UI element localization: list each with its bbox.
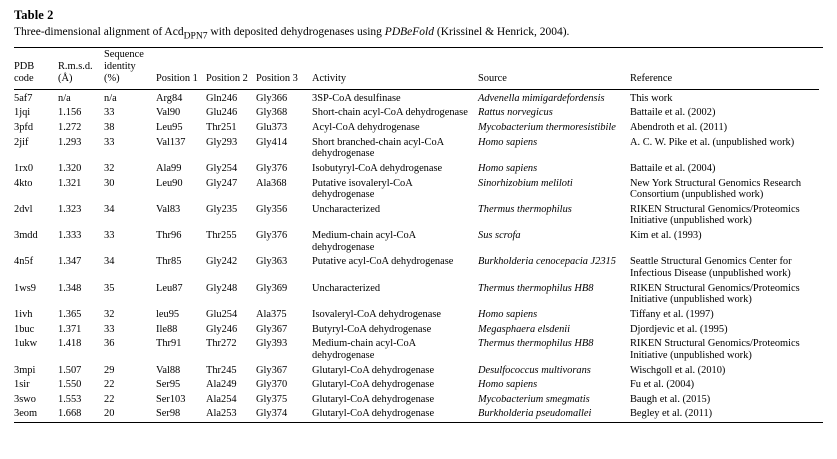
cell-sequence-identity: 35 — [104, 282, 115, 294]
cell-rmsd: 1.156 — [58, 107, 82, 119]
cell-position-1: Ile88 — [156, 323, 178, 335]
cell-sequence-identity: 22 — [104, 393, 115, 405]
cell-sequence-identity: 36 — [104, 338, 115, 350]
cell-position-1: Leu90 — [156, 177, 183, 189]
cell-position-2: Gly242 — [206, 256, 238, 268]
cell-pdb-code: 3mdd — [14, 230, 38, 242]
cell-position-3: Gly393 — [256, 338, 288, 350]
table-body — [14, 91, 823, 421]
cell-source: Megasphaera elsdenii — [478, 323, 571, 335]
cell-position-2: Thr251 — [206, 121, 237, 133]
cell-reference: A. C. W. Pike et al. (unpublished work) — [630, 136, 795, 148]
cell-source: Burkholderia pseudomallei — [478, 408, 592, 420]
cell-source: Homo sapiens — [478, 379, 538, 391]
col-header-position-3: Position 3 — [256, 72, 298, 84]
cell-activity: Short-chain acyl-CoA dehydrogenase — [312, 107, 468, 119]
cell-pdb-code: 1ukw — [14, 338, 38, 350]
cell-position-1: Ser95 — [156, 379, 181, 391]
table-header-rule — [14, 89, 819, 90]
col-header-pdb-code: PDB code — [14, 60, 35, 84]
col-header-sequence-identity: Sequence identity (%) — [104, 49, 144, 84]
table-row — [14, 202, 823, 228]
cell-activity: Medium-chain acyl-CoA dehydrogenase — [312, 230, 416, 253]
cell-position-1: Thr85 — [156, 256, 182, 268]
cell-sequence-identity: 32 — [104, 308, 115, 320]
cell-position-3: Gly356 — [256, 203, 288, 215]
cell-position-1: Ser98 — [156, 408, 181, 420]
cell-position-2: Gly247 — [206, 177, 238, 189]
col-header-reference: Reference — [630, 72, 673, 84]
cell-pdb-code: 2dvl — [14, 203, 33, 215]
cell-sequence-identity: 22 — [104, 379, 115, 391]
cell-position-2: Ala253 — [206, 408, 237, 420]
cell-position-1: Ser103 — [156, 393, 186, 405]
table-row — [14, 392, 823, 407]
cell-position-3: Glu373 — [256, 121, 288, 133]
cell-reference: Tiffany et al. (1997) — [630, 308, 714, 320]
table-number-label: Table 2 — [14, 8, 54, 22]
cell-rmsd: 1.371 — [58, 323, 82, 335]
cell-reference: Begley et al. (2011) — [630, 408, 713, 420]
cell-position-2: Gly248 — [206, 282, 238, 294]
cell-activity: Glutaryl-CoA dehydrogenase — [312, 408, 435, 420]
cell-position-2: Gly254 — [206, 162, 238, 174]
col-header-source: Source — [478, 72, 507, 84]
cell-pdb-code: 1jqi — [14, 107, 31, 119]
cell-pdb-code: 1ivh — [14, 308, 33, 320]
cell-activity: Putative isovaleryl-CoA dehydrogenase — [312, 177, 413, 201]
cell-activity: Glutaryl-CoA dehydrogenase — [312, 379, 435, 391]
table-caption — [14, 25, 823, 42]
caption-pre: Three-dimensional alignment of Acd — [14, 26, 184, 38]
cell-pdb-code: 1sir — [14, 379, 30, 391]
cell-position-3: Ala368 — [256, 177, 287, 189]
cell-position-1: Val88 — [156, 364, 181, 376]
cell-position-2: Gly293 — [206, 136, 238, 148]
cell-rmsd: 1.418 — [58, 338, 82, 350]
cell-rmsd: 1.323 — [58, 203, 82, 215]
cell-reference: Kim et al. (1993) — [630, 230, 702, 242]
cell-source: Homo sapiens — [478, 136, 538, 148]
cell-position-1: Thr96 — [156, 230, 182, 242]
cell-activity: Putative acyl-CoA dehydrogenase — [312, 256, 454, 268]
cell-activity: Uncharacterized — [312, 282, 381, 294]
cell-activity: Isovaleryl-CoA dehydrogenase — [312, 308, 441, 320]
cell-reference: Baugh et al. (2015) — [630, 393, 711, 405]
cell-position-3: Gly370 — [256, 379, 288, 391]
cell-pdb-code: 4kto — [14, 177, 33, 189]
caption-post: (Krissinel & Henrick, 2004). — [433, 26, 570, 38]
alignment-table — [14, 48, 823, 421]
caption-mid: with deposited dehydrogenases using — [207, 26, 385, 38]
cell-position-2: Ala254 — [206, 393, 237, 405]
col-header-position-1: Position 1 — [156, 72, 198, 84]
cell-source: Homo sapiens — [478, 308, 538, 320]
cell-rmsd: 1.321 — [58, 177, 82, 189]
cell-position-1: Leu95 — [156, 121, 183, 133]
cell-rmsd: 1.553 — [58, 393, 82, 405]
cell-position-3: Gly368 — [256, 107, 288, 119]
table-row — [14, 161, 823, 176]
cell-sequence-identity: 33 — [104, 107, 115, 119]
cell-rmsd: 1.348 — [58, 282, 82, 294]
cell-position-3: Gly363 — [256, 256, 288, 268]
cell-position-2: Thr272 — [206, 338, 237, 350]
cell-rmsd: 1.347 — [58, 256, 82, 268]
cell-reference: Battaile et al. (2004) — [630, 162, 716, 174]
cell-sequence-identity: 33 — [104, 230, 115, 242]
cell-reference: Wischgoll et al. (2010) — [630, 364, 726, 376]
cell-position-1: leu95 — [156, 308, 180, 320]
cell-pdb-code: 5af7 — [14, 92, 33, 104]
cell-pdb-code: 3eom — [14, 408, 38, 420]
col-header-position-2: Position 2 — [206, 72, 248, 84]
cell-pdb-code: 4n5f — [14, 256, 34, 268]
table-row — [14, 363, 823, 378]
cell-activity: Glutaryl-CoA dehydrogenase — [312, 393, 435, 405]
cell-source: Mycobacterium thermoresistibile — [478, 121, 616, 133]
cell-position-3: Gly414 — [256, 136, 288, 148]
cell-position-3: Gly367 — [256, 364, 288, 376]
col-header-rmsd: R.m.s.d. (Å) — [58, 60, 93, 84]
cell-source: Rattus norvegicus — [478, 107, 553, 119]
cell-source: Sus scrofa — [478, 230, 521, 242]
cell-reference: Battaile et al. (2002) — [630, 107, 716, 119]
cell-position-1: Val83 — [156, 203, 181, 215]
cell-source: Thermus thermophilus — [478, 203, 572, 215]
cell-pdb-code: 1ws9 — [14, 282, 36, 294]
cell-rmsd: 1.272 — [58, 121, 82, 133]
table-row — [14, 378, 823, 393]
cell-sequence-identity: 33 — [104, 323, 115, 335]
cell-activity: Isobutyryl-CoA dehydrogenase — [312, 162, 443, 174]
cell-position-2: Ala249 — [206, 379, 237, 391]
cell-pdb-code: 2jif — [14, 136, 29, 148]
cell-sequence-identity: 30 — [104, 177, 115, 189]
cell-pdb-code: 1buc — [14, 323, 35, 335]
table-row — [14, 120, 823, 135]
cell-rmsd: 1.320 — [58, 162, 82, 174]
cell-rmsd: n/a — [58, 92, 71, 104]
cell-activity: Butyryl-CoA dehydrogenase — [312, 323, 432, 335]
cell-position-1: Arg84 — [156, 92, 183, 104]
cell-position-3: Gly374 — [256, 408, 288, 420]
cell-pdb-code: 3mpi — [14, 364, 36, 376]
cell-position-2: Thr245 — [206, 364, 237, 376]
cell-pdb-code: 3swo — [14, 393, 36, 405]
cell-activity: Short branched-chain acyl-CoA dehydrogenase — [312, 136, 444, 160]
caption-subscript: DPN7 — [183, 30, 208, 42]
cell-position-1: Leu87 — [156, 282, 183, 294]
cell-position-2: Glu246 — [206, 107, 238, 119]
cell-sequence-identity: 32 — [104, 162, 115, 174]
cell-source: Thermus thermophilus HB8 — [478, 282, 594, 294]
table-row — [14, 322, 823, 337]
cell-pdb-code: 1rx0 — [14, 162, 34, 174]
cell-sequence-identity: 33 — [104, 136, 115, 148]
cell-rmsd: 1.507 — [58, 364, 82, 376]
cell-reference: This work — [630, 92, 673, 104]
cell-position-3: Gly376 — [256, 162, 288, 174]
cell-reference: RIKEN Structural Genomics/Proteomics Initiative (unpublished work) — [630, 282, 800, 306]
cell-position-3: Ala375 — [256, 308, 287, 320]
table-row — [14, 337, 823, 363]
cell-source: Sinorhizobium meliloti — [478, 177, 573, 189]
cell-sequence-identity: 29 — [104, 364, 115, 376]
cell-rmsd: 1.333 — [58, 230, 82, 242]
caption-software-name: PDBeFold — [384, 26, 434, 38]
cell-position-1: Thr91 — [156, 338, 182, 350]
cell-rmsd: 1.293 — [58, 136, 82, 148]
cell-position-2: Glu254 — [206, 308, 238, 320]
cell-reference: Abendroth et al. (2011) — [630, 121, 728, 133]
table-row — [14, 281, 823, 307]
table-header-row — [14, 48, 823, 87]
cell-position-3: Gly375 — [256, 393, 288, 405]
cell-position-2: Gly235 — [206, 203, 238, 215]
cell-sequence-identity: 38 — [104, 121, 115, 133]
cell-activity: 3SP-CoA desulfinase — [312, 92, 401, 104]
cell-reference: Seattle Structural Genomics Center for Infectious Disease (unpublished work) — [630, 256, 792, 280]
cell-source: Mycobacterium smegmatis — [478, 393, 590, 405]
cell-pdb-code: 3pfd — [14, 121, 34, 133]
cell-reference: RIKEN Structural Genomics/Proteomics Initiative (unpublished work) — [630, 338, 800, 361]
cell-position-3: Gly366 — [256, 92, 288, 104]
table-row — [14, 229, 823, 255]
cell-source: Advenella mimigardefordensis — [478, 92, 605, 104]
cell-position-1: Val137 — [156, 136, 186, 148]
cell-reference: Fu et al. (2004) — [630, 379, 695, 391]
table-header — [14, 48, 823, 91]
cell-rmsd: 1.550 — [58, 379, 82, 391]
cell-position-2: Gln246 — [206, 92, 238, 104]
cell-rmsd: 1.668 — [58, 408, 82, 420]
cell-position-1: Ala99 — [156, 162, 182, 174]
cell-activity: Glutaryl-CoA dehydrogenase — [312, 364, 435, 376]
cell-position-3: Gly367 — [256, 323, 288, 335]
cell-rmsd: 1.365 — [58, 308, 82, 320]
cell-activity: Acyl-CoA dehydrogenase — [312, 121, 420, 133]
cell-activity: Uncharacterized — [312, 203, 381, 215]
cell-sequence-identity: 34 — [104, 256, 115, 268]
cell-position-3: Gly376 — [256, 230, 288, 242]
cell-source: Burkholderia cenocepacia J2315 — [478, 256, 616, 268]
cell-reference: RIKEN Structural Genomics/Proteomics Initiative (unpublished work) — [630, 203, 800, 227]
table-row — [14, 135, 823, 161]
cell-sequence-identity: n/a — [104, 92, 117, 104]
cell-source: Thermus thermophilus HB8 — [478, 338, 594, 350]
cell-position-1: Val90 — [156, 107, 181, 119]
col-header-activity: Activity — [312, 72, 347, 84]
table-row — [14, 106, 823, 121]
cell-position-2: Thr255 — [206, 230, 237, 242]
cell-sequence-identity: 20 — [104, 408, 115, 420]
cell-activity: Medium-chain acyl-CoA dehydrogenase — [312, 338, 416, 361]
table-row — [14, 176, 823, 202]
cell-position-2: Gly246 — [206, 323, 238, 335]
cell-reference: Djordjevic et al. (1995) — [630, 323, 728, 335]
cell-position-3: Gly369 — [256, 282, 288, 294]
table-row — [14, 307, 823, 322]
cell-source: Homo sapiens — [478, 162, 538, 174]
cell-reference: New York Structural Genomics Research Consortium (unpublished work) — [630, 177, 802, 201]
cell-source: Desulfococcus multivorans — [478, 364, 591, 376]
table-row — [14, 407, 823, 422]
table-row — [14, 91, 823, 106]
cell-sequence-identity: 34 — [104, 203, 115, 215]
table-bottom-rule — [14, 422, 823, 423]
table-row — [14, 255, 823, 281]
